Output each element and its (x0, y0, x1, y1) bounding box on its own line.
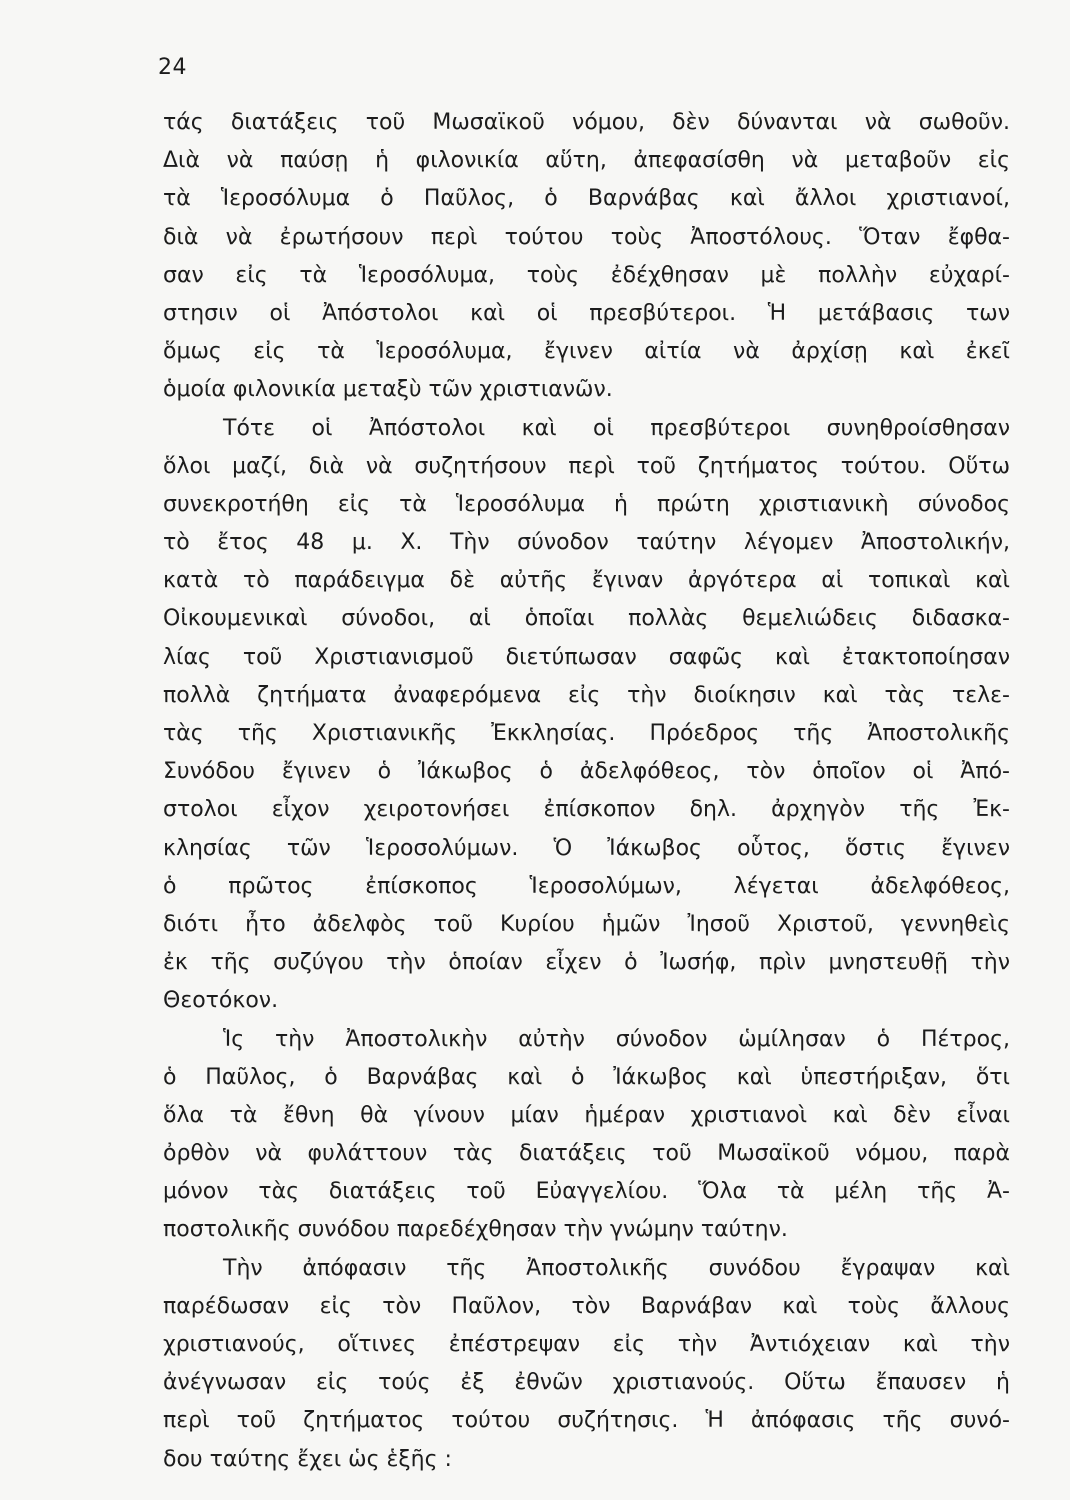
text-line: Συνόδου ἔγινεν ὁ Ἰάκωβος ὁ ἀδελφόθεος, τὸν ὁποῖον οἱ Ἀπό- (163, 759, 1010, 785)
text-line: τὰ Ἱεροσόλυμα ὁ Παῦλος, ὁ Βαρνάβας καὶ ἄλλοι χριστιανοί, (163, 186, 1010, 212)
text-line: τὰς τῆς Χριστιανικῆς Ἐκκλησίας. Πρόεδρος τῆς Ἀποστολικῆς (163, 721, 1010, 746)
text-line: κλησίας τῶν Ἱεροσολύμων. Ὁ Ἰάκωβος οὗτος, ὅστις ἔγινεν (163, 835, 1010, 861)
text-line: Οἰκουμενικαὶ σύνοδοι, αἱ ὁποῖαι πολλὰς θεμελιώδεις διδασκα- (163, 606, 1010, 632)
text-line: διὰ νὰ ἐρωτήσουν περὶ τούτου τοὺς Ἀποστόλους. Ὅταν ἔφθα- (163, 224, 1010, 250)
text-line: Θεοτόκον. (163, 988, 279, 1014)
text-line: ὀρθὸν νὰ φυλάττουν τὰς διατάξεις τοῦ Μωσαϊκοῦ νόμου, παρὰ (163, 1141, 1010, 1167)
text-line: σαν εἰς τὰ Ἱεροσόλυμα, τοὺς ἐδέχθησαν μὲ πολλὴν εὐχαρί- (163, 262, 1010, 288)
text-line: ὁμοία φιλονικία μεταξὺ τῶν χριστιανῶν. (163, 377, 613, 403)
text-line: ἐκ τῆς συζύγου τὴν ὁποίαν εἶχεν ὁ Ἰωσήφ, πρὶν μνηστευθῇ τὴν (163, 950, 1010, 976)
text-line: στησιν οἱ Ἀπόστολοι καὶ οἱ πρεσβύτεροι. Ἡ μετάβασις των (163, 300, 1010, 326)
text-line: ὁ Παῦλος, ὁ Βαρνάβας καὶ ὁ Ἰάκωβος καὶ ὑπεστήριξαν, ὅτι (163, 1064, 1010, 1090)
text-line: τάς διατάξεις τοῦ Μωσαϊκοῦ νόμου, δὲν δύνανται νὰ σωθοῦν. (163, 110, 1010, 135)
text-line: ὅλοι μαζί, διὰ νὰ συζητήσουν περὶ τοῦ ζητήματος τούτου. Οὕτω (163, 453, 1010, 479)
text-line: λίας τοῦ Χριστιανισμοῦ διετύπωσαν σαφῶς καὶ ἐτακτοποίησαν (163, 644, 1010, 670)
text-line: ποστολικῆς συνόδου παρεδέχθησαν τὴν γνώμην ταύτην. (163, 1217, 788, 1243)
text-line: χριστιανούς, οἵτινες ἐπέστρεψαν εἰς τὴν Ἀντιόχειαν καὶ τὴν (163, 1332, 1010, 1357)
text-line: τὸ ἔτος 48 μ. Χ. Τὴν σύνοδον ταύτην λέγομεν Ἀποστολικήν, (163, 530, 1010, 556)
text-line: Τότε οἱ Ἀπόστολοι καὶ οἱ πρεσβύτεροι συνηθροίσθησαν (223, 415, 1010, 441)
text-line: διότι ἦτο ἀδελφὸς τοῦ Κυρίου ἡμῶν Ἰησοῦ Χριστοῦ, γεννηθεὶς (163, 911, 1010, 937)
text-line: ὁ πρῶτος ἐπίσκοπος Ἱεροσολύμων, λέγεται ἀδελφόθεος, (163, 873, 1010, 899)
text-line: ὅμως εἰς τὰ Ἱεροσόλυμα, ἔγινεν αἰτία νὰ ἀρχίσῃ καὶ ἐκεῖ (163, 339, 1010, 365)
text-line: Διὰ νὰ παύσῃ ἡ φιλονικία αὕτη, ἀπεφασίσθη νὰ μεταβοῦν εἰς (163, 148, 1010, 174)
text-line: πολλὰ ζητήματα ἀναφερόμενα εἰς τὴν διοίκησιν καὶ τὰς τελε- (163, 682, 1010, 708)
text-line: συνεκροτήθη εἰς τὰ Ἱεροσόλυμα ἡ πρώτη χριστιανικὴ σύνοδος (163, 491, 1010, 517)
text-line: Τὴν ἀπόφασιν τῆς Ἀποστολικῆς συνόδου ἔγραψαν καὶ (223, 1255, 1010, 1281)
text-line: μόνον τὰς διατάξεις τοῦ Εὐαγγελίου. Ὅλα τὰ μέλη τῆς Ἀ- (163, 1179, 1010, 1205)
text-line: ὅλα τὰ ἔθνη θὰ γίνουν μίαν ἡμέραν χριστιανοὶ καὶ δὲν εἶναι (163, 1102, 1010, 1128)
text-line: περὶ τοῦ ζητήματος τούτου συζήτησις. Ἡ ἀπόφασις τῆς συνό- (163, 1408, 1010, 1434)
body-text (163, 104, 1010, 1479)
text-line: δου ταύτης ἔχει ὡς ἑξῆς : (163, 1446, 452, 1472)
page-number: 24 (158, 55, 187, 80)
text-line: παρέδωσαν εἰς τὸν Παῦλον, τὸν Βαρνάβαν καὶ τοὺς ἄλλους (163, 1293, 1010, 1319)
text-line: κατὰ τὸ παράδειγμα δὲ αὐτῆς ἔγιναν ἀργότερα αἱ τοπικαὶ καὶ (163, 568, 1010, 594)
text-line: στολοι εἶχον χειροτονήσει ἐπίσκοπον δηλ. ἀρχηγὸν τῆς Ἐκ- (163, 797, 1010, 823)
text-line: ἀνέγνωσαν εἰς τούς ἐξ ἐθνῶν χριστιανούς. Οὕτω ἔπαυσεν ἡ (163, 1370, 1010, 1396)
text-line: Ἱς τὴν Ἀποστολικὴν αὐτὴν σύνοδον ὡμίλησαν ὁ Πέτρος, (223, 1026, 1010, 1052)
